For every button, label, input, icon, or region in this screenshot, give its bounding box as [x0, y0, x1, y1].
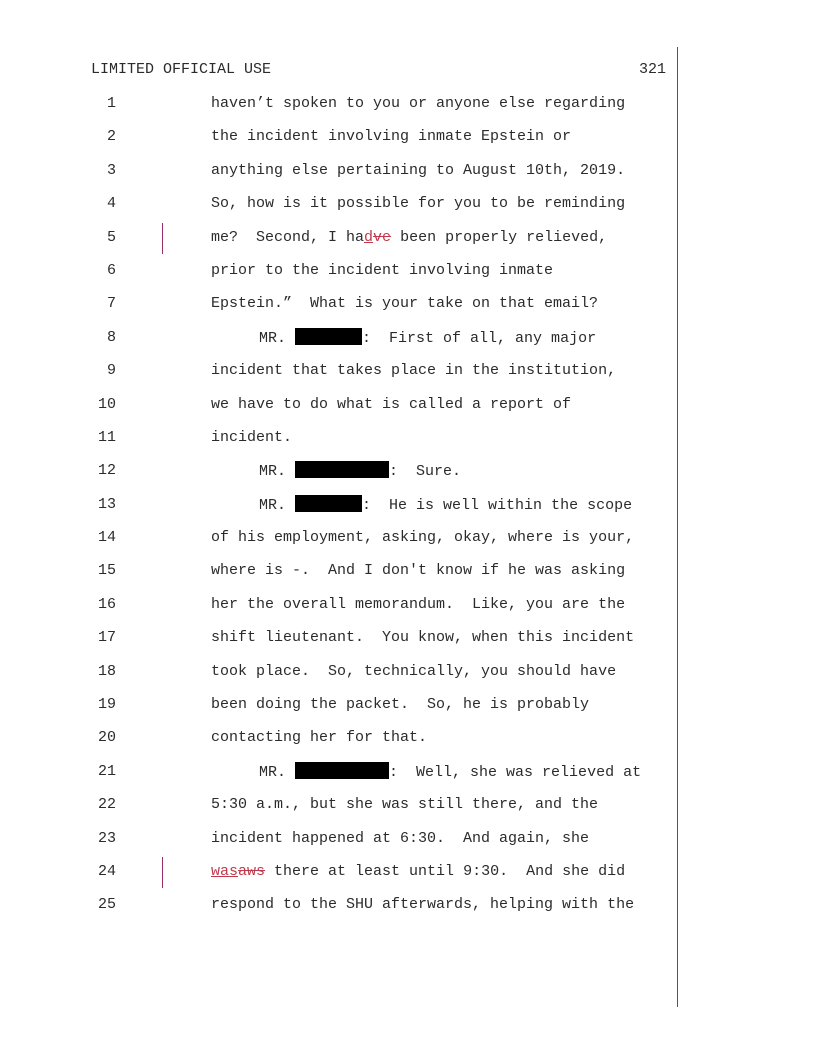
line-number: 10: [97, 395, 116, 413]
line-text: haven’t spoken to you or anyone else regarding: [211, 95, 626, 112]
redaction-block: [295, 328, 362, 345]
line-number: 9: [106, 362, 116, 380]
line-text: anything else pertaining to August 10th, 2019.: [211, 161, 626, 179]
page-number: 321: [638, 61, 666, 78]
line-text-segment: : He is well within the scope: [362, 496, 633, 514]
line-number: 6: [106, 261, 116, 279]
line-text: the incident involving inmate Epstein or: [211, 128, 572, 146]
transcript-line: [0, 861, 670, 894]
line-number: 20: [97, 729, 116, 747]
line-number: 16: [97, 595, 116, 613]
line-number: 17: [97, 629, 116, 647]
line-number: 11: [97, 428, 116, 446]
transcript-line: [0, 360, 670, 393]
line-number: 19: [97, 696, 116, 714]
line-text: [211, 228, 607, 248]
line-text-segment: : Sure.: [389, 463, 462, 481]
line-text: we have to do what is called a report of: [211, 395, 572, 413]
speaker-prefix: MR.: [259, 329, 287, 347]
line-number: 1: [106, 95, 116, 112]
transcript-line: [0, 193, 670, 226]
speaker-line: [259, 461, 461, 482]
transcript-line: [0, 460, 670, 493]
transcript-line: [0, 327, 670, 360]
redaction-block: [295, 495, 362, 512]
transcript-line: [0, 227, 670, 260]
speaker-prefix: MR.: [259, 463, 287, 481]
line-text: incident happened at 6:30. And again, she: [211, 829, 590, 847]
line-text: [211, 862, 625, 882]
tracked-deletion: ve: [373, 228, 392, 246]
transcript-line: [0, 694, 670, 727]
line-number: 14: [97, 529, 116, 547]
transcript-line: [0, 260, 670, 293]
right-margin-rule: [677, 47, 678, 1007]
transcript-line: [0, 560, 670, 593]
speaker-prefix: MR.: [259, 496, 287, 514]
tracked-insertion: was: [211, 862, 239, 880]
line-text: her the overall memorandum. Like, you are the: [211, 595, 626, 613]
transcript-line: [0, 527, 670, 560]
line-text: been doing the packet. So, he is probably: [211, 696, 590, 714]
transcript-line: [0, 427, 670, 460]
transcript-line: [0, 93, 670, 126]
line-text: prior to the incident involving inmate: [211, 261, 554, 279]
line-text-segment: : First of all, any major: [362, 329, 597, 347]
line-text: where is -. And I don't know if he was asking: [211, 562, 626, 580]
line-number: 13: [97, 495, 116, 513]
line-text: incident that takes place in the institution,: [211, 362, 617, 380]
revision-change-bar: [162, 857, 163, 888]
line-number: 5: [106, 228, 116, 246]
transcript-line: [0, 794, 670, 827]
line-text: shift lieutenant. You know, when this incident: [211, 629, 635, 647]
line-number: 18: [97, 662, 116, 680]
line-number: 21: [97, 762, 116, 780]
transcript-line: [0, 394, 670, 427]
speaker-prefix: MR.: [259, 763, 287, 781]
line-number: 23: [97, 829, 116, 847]
tracked-insertion: d: [364, 228, 374, 246]
line-number: 22: [97, 796, 116, 814]
transcript-line: [0, 594, 670, 627]
line-text-segment: : Well, she was relieved at: [389, 763, 642, 781]
line-text: of his employment, asking, okay, where is your,: [211, 529, 635, 547]
line-text: Epstein.” What is your take on that email?: [211, 295, 599, 313]
line-number: 3: [106, 161, 116, 179]
transcript-body: [0, 93, 670, 928]
transcript-line: [0, 494, 670, 527]
line-number: 8: [106, 328, 116, 346]
line-text-segment: me? Second, I ha: [211, 228, 365, 246]
speaker-line: [259, 762, 641, 783]
line-number: 24: [97, 862, 116, 880]
transcript-line: [0, 160, 670, 193]
transcript-line: [0, 661, 670, 694]
transcript-line: [0, 828, 670, 861]
line-number: 12: [97, 462, 116, 480]
transcript-line: [0, 894, 670, 927]
speaker-line: [259, 495, 632, 516]
line-number: 2: [106, 128, 116, 146]
line-number: 15: [97, 562, 116, 580]
transcript-line: [0, 761, 670, 794]
line-text: incident.: [211, 428, 293, 446]
line-text: 5:30 a.m., but she was still there, and the: [211, 796, 599, 814]
redaction-block: [295, 762, 389, 779]
tracked-deletion: aws: [238, 862, 266, 880]
speaker-line: [259, 328, 596, 349]
transcript-line: [0, 627, 670, 660]
line-text: respond to the SHU afterwards, helping with the: [211, 896, 635, 914]
revision-change-bar: [162, 223, 163, 254]
line-number: 25: [97, 896, 116, 914]
transcript-line: [0, 727, 670, 760]
transcript-line: [0, 293, 670, 326]
line-text-segment: been properly relieved,: [391, 228, 608, 246]
redaction-block: [295, 461, 389, 478]
line-text: took place. So, technically, you should have: [211, 662, 617, 680]
header-classification: LIMITED OFFICIAL USE: [91, 61, 272, 78]
line-text: contacting her for that.: [211, 729, 428, 747]
line-text-segment: there at least until 9:30. And she did: [265, 862, 626, 880]
transcript-line: [0, 126, 670, 159]
line-number: 4: [106, 195, 116, 213]
line-text: So, how is it possible for you to be reminding: [211, 195, 626, 213]
line-number: 7: [106, 295, 116, 313]
